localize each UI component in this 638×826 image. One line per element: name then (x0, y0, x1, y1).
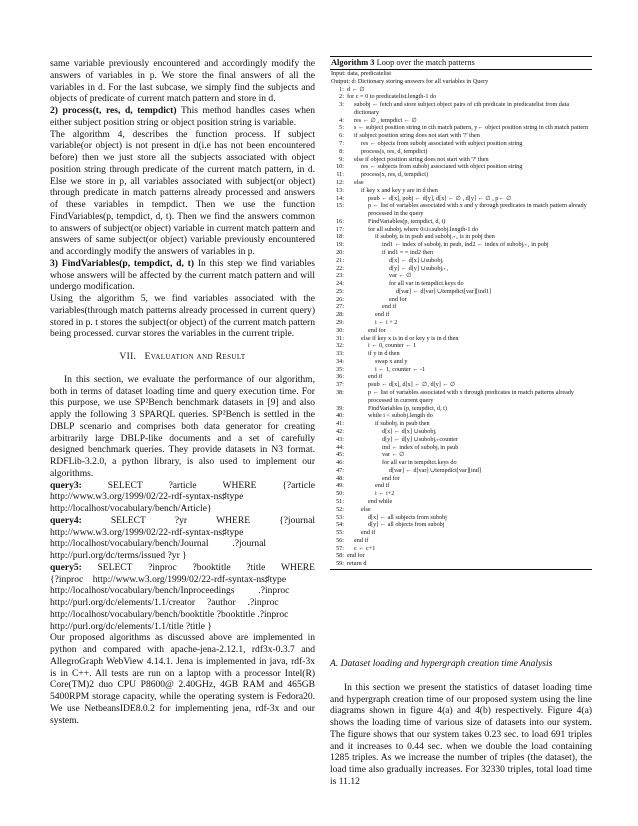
line-text: end if (382, 303, 397, 311)
line-text: else if object position string does not start with '?' then (354, 155, 489, 163)
left-column (50, 58, 315, 726)
line-text: for all var in tempdict.keys do (382, 459, 457, 467)
line-text: for all subobjᵢ where 0≤i≤subobj.length-1 do (368, 225, 479, 233)
paragraph-loading: In this section we present the statistics of dataset loading time and hypergraph creation time of our proposed system using the line diagrams shown in figure 4(a) and 4(b) respectively. Figure 4(a) shows the loading time of various size of datasets into our system. The figure shows that our system takes 0.23 sec. to load 691 triples and it increases to 0.44 sec. when we double the load containing 1285 triples. As we increase the number of triples (the dataset), the load time also gradually increases. For 32330 triples, total load time is 11.12 (330, 681, 592, 787)
line-number: 35: (336, 365, 344, 373)
line-text: psub ← d[x], d[x] ← ∅, d[y] ← ∅ (368, 381, 456, 389)
line-text: d[y] ← d[y] ∪subobjᵢ₊₁ (389, 264, 449, 272)
line-number: 4: (339, 116, 344, 124)
line-number: 54: (336, 521, 344, 529)
algorithm-block (330, 56, 592, 570)
algorithm-line (330, 552, 592, 560)
line-number: 26: (336, 295, 344, 303)
algorithm-line (330, 436, 592, 444)
paragraph-evaluation: In this section, we evaluate the performance of our algorithm, both in terms of dataset loading time and query execution time. For this purpose, we use SP²Bench benchmark datasets in [9] and also apply the following 3 SPARQL queries. SP²Bench is settled in the DBLP scenario and comprises both data generator for creating arbitrarily large DBLP-like documents and a set of carefully designed benchmark queries. They provide datasets in N3 format. RDFLib-3.2.0, a python library, is also used to implement our algorithms. (50, 373, 315, 479)
algorithm-line (330, 467, 592, 475)
line-text: end if (354, 536, 369, 544)
line-number: 44: (336, 443, 344, 451)
line-number: 52: (336, 505, 344, 513)
algorithm-lines (330, 86, 592, 568)
line-number: 17: (336, 225, 344, 233)
line-number: 33: (336, 350, 344, 358)
query5-line: http://localhost/vocabulary/bench/Inproceedings .?inproc (50, 585, 290, 597)
query5-line: http://localhost/vocabulary/bench/booktitle ?booktitle .?inproc (50, 608, 289, 620)
line-text: end for (389, 295, 407, 303)
algorithm-line (330, 124, 592, 132)
line-text: FindVariables(p, tempdict, d, t) (368, 217, 446, 225)
line-number: 29: (336, 319, 344, 326)
query5-var: ?inproc (148, 561, 177, 573)
line-text: else (361, 505, 371, 513)
section-heading (50, 352, 315, 364)
query3-header (50, 480, 315, 492)
line-text: s ← subject position string in cth match pattern, y← object position string in cth match pattern (354, 124, 589, 132)
algorithm-line (330, 350, 592, 358)
line-text: i ← i+2 (375, 490, 395, 498)
query5-select: SELECT (97, 561, 133, 573)
line-text: ind ← index of subobjᵢ in psub (382, 443, 459, 451)
algorithm-line (330, 249, 592, 257)
query5-var: ?title (246, 561, 266, 573)
line-number: 3: (339, 101, 344, 109)
line-text: if ind1 = = ind2 then (382, 248, 434, 256)
line-text: return d (347, 560, 367, 568)
line-text: process(s, res, d, tempdict) (361, 147, 428, 155)
line-text: if subobjᵢ in psub then (375, 420, 430, 428)
line-text: p ← list of variables associated with x through predicates in match patterns already processed in current query (368, 389, 575, 404)
query5-where: WHERE (281, 561, 315, 573)
line-number: 30: (336, 326, 344, 334)
query3-line: http://localhost/vocabulary/bench/Article} (50, 503, 212, 514)
algorithm-line (330, 529, 592, 537)
algorithm-line (330, 86, 592, 94)
algorithm-line (330, 545, 592, 553)
line-text: i ← 1, counter ← -1 (375, 365, 426, 373)
findvariables-body: In this step we find variables whose answers will be affected by the current match pattern and will undergo modification. (50, 257, 315, 293)
line-number: 34: (336, 357, 344, 365)
query4-open: {?journal (279, 514, 315, 526)
line-number: 15: (336, 202, 344, 210)
line-number: 42: (336, 427, 344, 435)
line-text: d[x] ← d[x] ∪subobjᵢ (382, 427, 437, 435)
line-number: 6: (339, 132, 344, 140)
algorithm-line (330, 117, 592, 125)
algorithm-title (330, 57, 592, 70)
line-text: end if (361, 529, 376, 537)
query4-where: WHERE (216, 514, 251, 526)
algorithm-line (330, 490, 592, 498)
line-text: var ← ∅ (389, 272, 412, 280)
line-number: 32: (336, 342, 344, 350)
algorithm-line (330, 280, 592, 288)
line-number: 27: (336, 303, 344, 311)
algorithm-line (330, 335, 592, 343)
line-number: 57: (336, 544, 344, 552)
algorithm-line (330, 101, 592, 117)
line-text: d[x] ← all subjects from subobj (368, 513, 447, 521)
line-number: 23: (336, 272, 344, 280)
line-number: 40: (336, 412, 344, 420)
algorithm-line (330, 342, 592, 350)
line-number: 56: (336, 536, 344, 544)
algorithm-line (330, 296, 592, 304)
line-text: if subobjᵢ is in psub and subobjᵢ₊₁ is in pobj then (375, 233, 495, 241)
algorithm-line (330, 475, 592, 483)
line-number: 28: (336, 311, 344, 319)
algorithm-line (330, 428, 592, 436)
algorithm-name: Loop over the match patterns (376, 58, 475, 67)
algorithm-line (330, 420, 592, 428)
line-number: 48: (336, 474, 344, 482)
algorithm-line (330, 498, 592, 506)
line-text: end if (375, 311, 390, 319)
line-text: d[var] ← d[var] ∪tempdict[var][ind] (389, 466, 481, 474)
algorithm-line (330, 381, 592, 389)
line-text: ind1 ← index of subobjᵢ in psub, ind2 ← index of subobjᵢ₊₁ in pobj (382, 241, 549, 249)
algorithm-line (330, 311, 592, 319)
paragraph-algorithm5: Using the algorithm 5, we find variables associated with the variables(through match patterns already processed in current query) stored in p. t stores the subject(or object) of the current match pattern being processed. curvar stores the variables in the current triple. (50, 293, 315, 340)
algorithm-line (330, 521, 592, 529)
algorithm-line (330, 451, 592, 459)
line-number: 58: (336, 552, 344, 560)
line-text: subobj ← fetch and store subject object pairs of cth predicate in predicatelist from data dictionary (354, 101, 570, 116)
algorithm-line (330, 171, 592, 179)
query5-header (50, 562, 315, 574)
query5-var: ?booktitle (192, 561, 231, 573)
algorithm-line (330, 187, 592, 195)
paragraph-process (50, 105, 315, 129)
algorithm-line (330, 226, 592, 234)
algorithm-line (330, 163, 592, 171)
line-text: psub ← d[x], pobj ← d[y], d[x] ← ∅ , d[y] ← ∅ , p← ∅ (368, 194, 512, 202)
line-text: i ← 0, counter ← 1 (368, 342, 417, 350)
line-number: 11: (336, 171, 344, 179)
algorithm-line (330, 405, 592, 413)
paragraph-algorithm4: The algorithm 4, describes the function process. If subject variable(or object) is not present in d(i.e has not been encountered before) then we just store all the subjects associated with object position string through predicate of the current match pattern, in d. Else we store in p, all variables associated with subject(or object) through predicate in match patterns already processed and answers of these variables in tempdict. Then we use the function FindVariables(p, tempdict, d, t). Then we find the answers common to answers of subject(or object) variable in current match pattern and answers of same subject(or object) variable previously encountered and accordingly modify the answers of variables in p. (50, 128, 315, 257)
algorithm-line (330, 506, 592, 514)
line-text: if key x and key y are in d then (361, 186, 438, 194)
line-text: res ← objects from subobj associated with subject position string (361, 140, 523, 148)
line-number: 8: (339, 147, 344, 155)
query3-var: ?article (168, 479, 197, 491)
query4-line: http://purl.org/dc/terms/issued ?yr } (50, 550, 187, 561)
line-text: end for (347, 552, 365, 560)
paragraph-findvariables (50, 258, 315, 293)
query4-line: http://www.w3.org/1999/02/22-rdf-syntax-ns♯type (50, 526, 244, 538)
line-number: 51: (336, 497, 344, 505)
algorithm-output: Output: d: Dictionary storing answers for all variables in Query (331, 77, 489, 85)
right-text (330, 658, 592, 788)
line-text: for c = 0 to predicatelist.length-1 do (347, 93, 437, 101)
line-number: 37: (336, 381, 344, 389)
line-number: 20: (336, 248, 344, 256)
algorithm-line (330, 202, 592, 218)
query3-open: {?article (282, 479, 315, 491)
algorithm-line (330, 93, 592, 101)
line-text: res ← subjects from subobj associated with object position string (361, 163, 523, 171)
algorithm-line (330, 132, 592, 140)
line-text: p ← list of variables associated with x and y through predicates in match pattern already processed in the query (368, 202, 587, 218)
paragraph-subcase: same variable previously encountered and accordingly modify the answers of variables in p. We store the final answers of all the variables in d. For the last subcase, we simply find the subjects and objects of predicate of current match pattern and store in d. (50, 58, 315, 105)
query5-line: http://purl.org/dc/elements/1.1/title ?title } (50, 620, 212, 632)
line-text: else (354, 178, 364, 186)
algorithm-line (330, 241, 592, 249)
line-number: 22: (336, 264, 344, 272)
line-text: d[var] ← d[var] ∪tempdict[var][ind1] (396, 287, 492, 295)
algorithm-line (330, 140, 592, 148)
query5-line: {?inproc http://www.w3.org/1999/02/22-rdf-syntax-ns♯type (50, 573, 287, 585)
line-number: 50: (336, 490, 344, 498)
process-heading: 2) process(t, res, d, tempdict) (50, 105, 177, 116)
query4-var: ?yr (174, 514, 188, 526)
algorithm-line (330, 195, 592, 203)
line-number: 1: (339, 85, 344, 93)
algorithm-line (330, 288, 592, 296)
line-text: d[y] ← d[y] ∪subobjᵢ₊counter (382, 435, 458, 443)
line-text: d ← ∅ (347, 85, 365, 93)
algorithm-line (330, 265, 592, 273)
line-number: 14: (336, 194, 344, 202)
line-number: 7: (339, 140, 344, 148)
algorithm-line (330, 272, 592, 280)
algorithm-line (330, 459, 592, 467)
line-number: 5: (339, 124, 344, 132)
query4-label: query4: (50, 514, 82, 526)
line-text: end if (368, 373, 383, 381)
line-text: i ← i + 2 (375, 319, 398, 326)
query4-line: http://localhost/vocabulary/bench/Journal .?journal (50, 538, 267, 550)
line-number: 38: (336, 389, 344, 397)
algorithm-line (330, 358, 592, 366)
line-number: 19: (336, 241, 344, 249)
query3-where: WHERE (222, 479, 257, 491)
query4-select: SELECT (110, 514, 146, 526)
line-number: 10: (336, 163, 344, 171)
query5-label: query5: (50, 561, 82, 573)
line-text: swap x and y (375, 357, 408, 365)
query3-line: http://www.w3.org/1999/02/22-rdf-syntax-ns♯type (50, 491, 244, 503)
algorithm-line (330, 148, 592, 156)
algorithm-line (330, 444, 592, 452)
algorithm-line (330, 412, 592, 420)
line-number: 46: (336, 459, 344, 467)
section-number: VII. (119, 352, 137, 362)
algorithm-line (330, 537, 592, 545)
line-text: end if (375, 482, 390, 490)
line-number: 53: (336, 513, 344, 521)
algorithm-label: Algorithm 3 (331, 58, 375, 67)
line-text: if y in d then (368, 350, 400, 358)
line-number: 25: (336, 287, 344, 295)
line-text: c ← c+1 (354, 544, 376, 552)
algorithm-line (330, 303, 592, 311)
algorithm-line (330, 366, 592, 374)
findvariables-heading: 3) FindVariables(p, tempdict, d, t) (50, 257, 195, 269)
line-number: 2: (339, 93, 344, 101)
line-text: while i < subobj.length do (368, 412, 433, 420)
line-number: 43: (336, 435, 344, 443)
algorithm-line (330, 218, 592, 226)
line-number: 13: (336, 186, 344, 194)
algorithm-line (330, 482, 592, 490)
query4-header (50, 515, 315, 527)
line-number: 24: (336, 280, 344, 288)
algorithm-line (330, 389, 592, 405)
line-text: var ← ∅ (382, 451, 405, 459)
line-number: 41: (336, 420, 344, 428)
process-body: This method handles cases when either subject position string or object position string is variable. (50, 105, 315, 128)
line-text: d[x] ← d[x] ∪subobjᵢ (389, 256, 444, 264)
section-title: Evaluation and Result (144, 352, 246, 362)
line-number: 31: (336, 334, 344, 342)
line-number: 45: (336, 451, 344, 459)
query3-label: query3: (50, 479, 82, 491)
line-number: 18: (336, 233, 344, 241)
line-number: 39: (336, 404, 344, 412)
algorithm-line (330, 156, 592, 164)
line-text: res ← ∅ , tempdict ← ∅ (354, 116, 417, 124)
algorithm-line (330, 514, 592, 522)
line-number: 49: (336, 482, 344, 490)
algorithm-line (330, 319, 592, 327)
line-text: FindVariables (p, tempdict, d, t) (368, 404, 447, 412)
line-number: 21: (336, 256, 344, 264)
line-number: 59: (336, 560, 344, 568)
line-text: d[y] ← all objects from subobj (368, 521, 445, 529)
algorithm-line (330, 257, 592, 265)
algorithm-line (330, 233, 592, 241)
line-text: for all var in tempdict.keys do (389, 280, 464, 288)
algorithm-line (330, 179, 592, 187)
line-text: end for (382, 474, 400, 482)
line-number: 47: (336, 466, 344, 474)
line-text: end while (368, 497, 393, 505)
query5-line: http://purl.org/dc/elements/1.1/creator ?author .?inproc (50, 597, 279, 608)
line-text: process(x, res, d, tempdict) (361, 171, 429, 179)
paragraph-implementation: Our proposed algorithms as discussed above are implemented in python and compared with apache-jena-2.12.1, rdf3x-0.3.7 and AllegroGraph WebView 4.14.1. Jena is implemented in java, rdf-3x is in C++. All tests are run on a laptop with a processor Intel(R) Core(TM)2 duo CPU P8600@ 2.40GHz, 4GB RAM and 465GB 5400RPM storage capacity, while the operating system is Fedora20. We use NetbeansIDE8.0.2 for implementing jena, rdf-3x and our system. (50, 632, 315, 726)
subsection-heading: A. Dataset loading and hypergraph creation time Analysis (330, 658, 553, 669)
line-number: 12: (336, 178, 344, 186)
line-number: 9: (339, 155, 344, 163)
algorithm-line (330, 327, 592, 335)
line-number: 55: (336, 529, 344, 537)
algorithm-input: Input: data, predicatelist (331, 70, 391, 77)
line-text: end for (368, 326, 386, 334)
query3-select: SELECT (107, 479, 143, 491)
right-column (330, 56, 592, 570)
algorithm-line (330, 560, 592, 568)
line-text: else if key x is in d or key y is in d then (361, 334, 459, 342)
algorithm-line (330, 373, 592, 381)
line-number: 16: (336, 217, 344, 225)
line-number: 36: (336, 373, 344, 381)
line-text: if subject position string does not start with '?' then (354, 132, 480, 140)
